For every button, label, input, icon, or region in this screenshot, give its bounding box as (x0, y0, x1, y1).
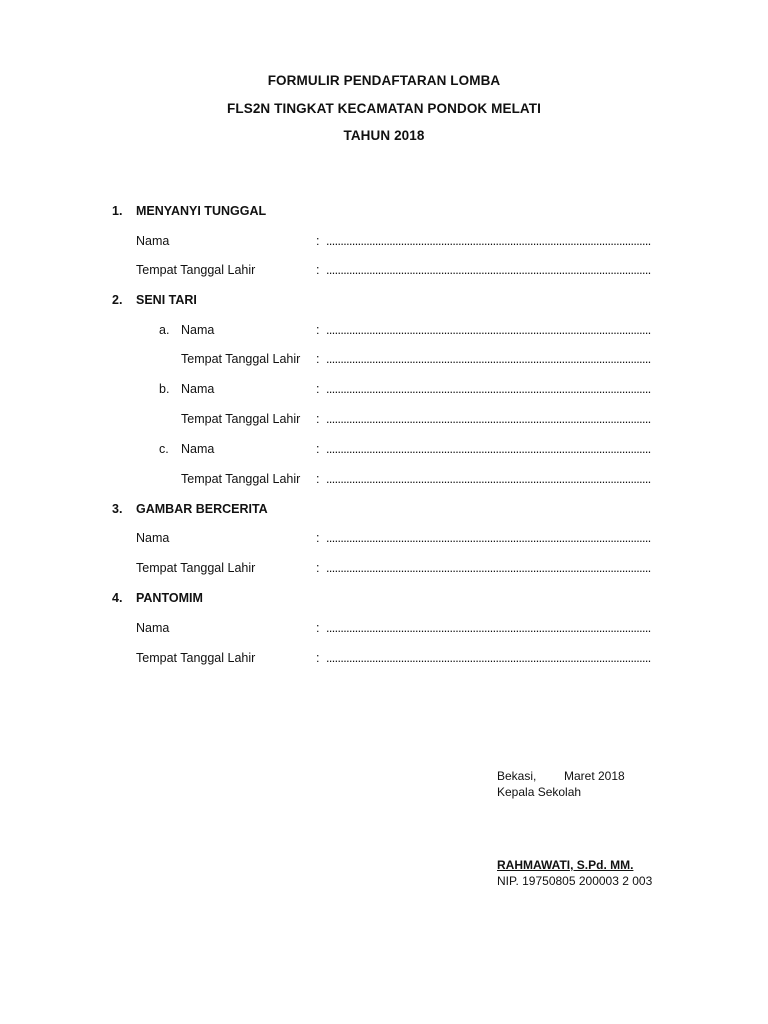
field-colon: : (316, 651, 320, 665)
signature-position: Kepala Sekolah (497, 785, 582, 799)
field-dots: ................................................................................................................. (326, 352, 651, 366)
field-dots: ................................................................................................................. (326, 234, 651, 248)
birth-field[interactable] (316, 561, 680, 575)
field-colon: : (316, 621, 320, 635)
field-label: Nama (181, 323, 215, 337)
birth-field[interactable] (316, 263, 680, 277)
field-colon: : (316, 472, 320, 486)
field-label: Tempat Tanggal Lahir (136, 651, 256, 665)
name-field[interactable] (316, 234, 680, 248)
field-colon: : (316, 382, 320, 396)
field-colon: : (316, 531, 320, 545)
signatory-name: RAHMAWATI, S.Pd. MM. (497, 858, 634, 872)
field-colon: : (316, 263, 320, 277)
name-field[interactable] (316, 621, 680, 635)
form-title: FORMULIR PENDAFTARAN LOMBA (267, 73, 501, 88)
field-colon: : (316, 323, 320, 337)
name-field[interactable] (316, 382, 680, 396)
field-dots: ................................................................................................................. (326, 531, 651, 545)
field-label: Tempat Tanggal Lahir (181, 352, 301, 366)
signature-place: Bekasi, (497, 769, 537, 783)
form-year: TAHUN 2018 (343, 128, 425, 143)
field-dots: ................................................................................................................. (326, 472, 651, 486)
birth-field[interactable] (316, 352, 680, 366)
group-letter: b. (159, 382, 170, 396)
section-title-menyanyi-tunggal: MENYANYI TUNGGAL (136, 204, 267, 218)
field-colon: : (316, 561, 320, 575)
section-number: 3. (112, 502, 123, 516)
section-number: 2. (112, 293, 123, 307)
field-label: Tempat Tanggal Lahir (136, 561, 256, 575)
name-field[interactable] (316, 442, 680, 456)
field-dots: ................................................................................................................. (326, 263, 651, 277)
form-subtitle: FLS2N TINGKAT KECAMATAN PONDOK MELATI (227, 101, 541, 116)
field-dots: ................................................................................................................. (326, 412, 651, 426)
field-dots: ................................................................................................................. (326, 382, 651, 396)
signatory-nip: NIP. 19750805 200003 2 003 (497, 874, 653, 888)
field-label: Nama (136, 234, 170, 248)
signature-date: Maret 2018 (564, 769, 625, 783)
birth-field[interactable] (316, 651, 680, 665)
field-label: Nama (181, 382, 215, 396)
field-dots: ................................................................................................................. (326, 651, 651, 665)
field-label: Nama (181, 442, 215, 456)
group-letter: c. (159, 442, 169, 456)
section-number: 1. (112, 204, 123, 218)
field-colon: : (316, 234, 320, 248)
section-title-seni-tari: SENI TARI (136, 293, 197, 307)
field-label: Nama (136, 621, 170, 635)
birth-field[interactable] (316, 412, 680, 426)
field-dots: ................................................................................................................. (326, 323, 651, 337)
field-colon: : (316, 412, 320, 426)
section-title-gambar-bercerita: GAMBAR BERCERITA (136, 502, 268, 516)
group-letter: a. (159, 323, 170, 337)
field-label: Tempat Tanggal Lahir (136, 263, 256, 277)
field-dots: ................................................................................................................. (326, 621, 651, 635)
section-number: 4. (112, 591, 123, 605)
field-colon: : (316, 352, 320, 366)
field-dots: ................................................................................................................. (326, 561, 651, 575)
field-label: Tempat Tanggal Lahir (181, 472, 301, 486)
field-colon: : (316, 442, 320, 456)
name-field[interactable] (316, 323, 680, 337)
field-label: Tempat Tanggal Lahir (181, 412, 301, 426)
field-dots: ................................................................................................................. (326, 442, 651, 456)
name-field[interactable] (316, 531, 680, 545)
field-label: Nama (136, 531, 170, 545)
section-title-pantomim: PANTOMIM (136, 591, 203, 605)
birth-field[interactable] (316, 472, 680, 486)
